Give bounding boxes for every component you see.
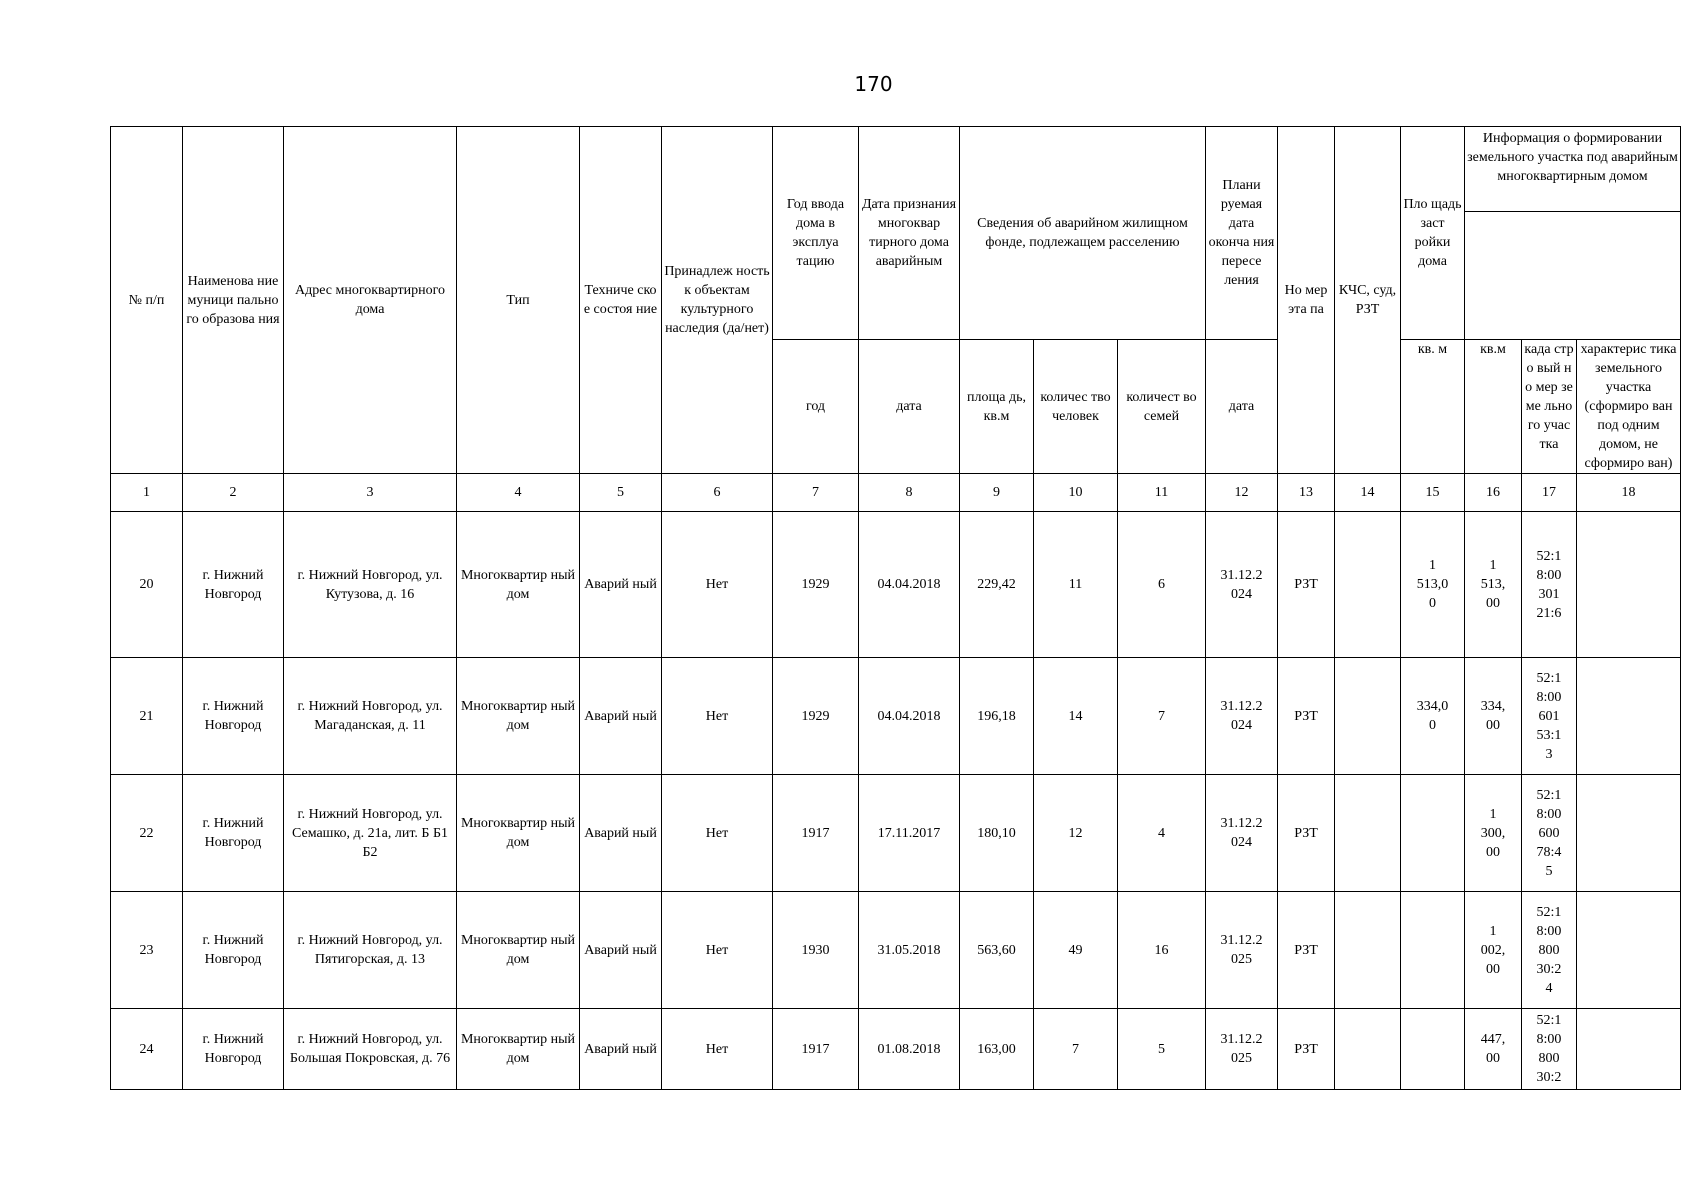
cell-address: г. Нижний Новгород, ул. Пятигорская, д. 13 (284, 892, 457, 1009)
column-number: 2 (183, 474, 284, 512)
cell-people: 14 (1034, 658, 1118, 775)
cell-address: г. Нижний Новгород, ул. Семашко, д. 21а, лит. Б Б1 Б2 (284, 775, 457, 892)
subheader-planned-date: дата (1206, 340, 1278, 474)
cell-families: 16 (1118, 892, 1206, 1009)
cell-building-area (1401, 1009, 1465, 1090)
cell-people: 49 (1034, 892, 1118, 1009)
cell-row-number: 22 (111, 775, 183, 892)
table-row (111, 1009, 1681, 1090)
cell-stage: РЗТ (1278, 1009, 1335, 1090)
cell-date-recognized: 04.04.2018 (859, 658, 960, 775)
cell-stage: РЗТ (1278, 512, 1335, 658)
cell-cadastral-number: 52:1 8:00 800 30:2 (1522, 1009, 1577, 1090)
cell-people: 7 (1034, 1009, 1118, 1090)
cell-building-area: 1 513,0 0 (1401, 512, 1465, 658)
header-municipality: Наименова ние муници пального образова ния (183, 127, 284, 474)
cell-area: 229,42 (960, 512, 1034, 658)
cell-heritage: Нет (662, 775, 773, 892)
page-number: 170 (854, 72, 893, 96)
cell-type: Многоквартир ный дом (457, 892, 580, 1009)
cell-kchs (1335, 512, 1401, 658)
column-number: 3 (284, 474, 457, 512)
emergency-housing-table (110, 126, 1681, 1090)
column-number: 14 (1335, 474, 1401, 512)
column-number: 8 (859, 474, 960, 512)
cell-year-built: 1929 (773, 512, 859, 658)
cell-row-number: 20 (111, 512, 183, 658)
cell-land-area: 1 002, 00 (1465, 892, 1522, 1009)
cell-families: 5 (1118, 1009, 1206, 1090)
header-land-characteristic: характерис тика земельного участка (сформиро ван под одним домом, не сформиро ван) (1577, 340, 1681, 474)
header-land-plot-info: Информация о формировании земельного участка под аварийным многоквартирным домом (1465, 127, 1680, 212)
table-row (111, 512, 1681, 658)
cell-technical-state: Аварий ный (580, 1009, 662, 1090)
column-number: 7 (773, 474, 859, 512)
cell-families: 6 (1118, 512, 1206, 658)
cell-year-built: 1930 (773, 892, 859, 1009)
cell-families: 7 (1118, 658, 1206, 775)
header-type: Тип (457, 127, 580, 474)
cell-municipality: г. Нижний Новгород (183, 1009, 284, 1090)
header-building-area: Пло щадь заст ройки дома (1401, 127, 1465, 340)
cell-people: 12 (1034, 775, 1118, 892)
cell-people: 11 (1034, 512, 1118, 658)
cell-address: г. Нижний Новгород, ул. Магаданская, д. 11 (284, 658, 457, 775)
cell-kchs (1335, 892, 1401, 1009)
cell-kchs (1335, 775, 1401, 892)
cell-land-area: 447, 00 (1465, 1009, 1522, 1090)
column-number: 6 (662, 474, 773, 512)
cell-cadastral-number: 52:1 8:00 601 53:1 3 (1522, 658, 1577, 775)
table-row (111, 892, 1681, 1009)
cell-families: 4 (1118, 775, 1206, 892)
cell-cadastral-number: 52:1 8:00 301 21:6 (1522, 512, 1577, 658)
cell-building-area (1401, 892, 1465, 1009)
subheader-building-area-unit: кв. м (1401, 340, 1465, 474)
header-planned-date: Плани руемая дата оконча ния пересе ления (1206, 127, 1278, 340)
column-number: 13 (1278, 474, 1335, 512)
column-number: 18 (1577, 474, 1681, 512)
cell-address: г. Нижний Новгород, ул. Большая Покровская, д. 76 (284, 1009, 457, 1090)
cell-land-characteristic (1577, 1009, 1681, 1090)
header-technical-state: Техниче ское состоя ние (580, 127, 662, 474)
cell-kchs (1335, 658, 1401, 775)
cell-technical-state: Аварий ный (580, 658, 662, 775)
header-row-number: № п/п (111, 127, 183, 474)
table-row (111, 775, 1681, 892)
cell-area: 163,00 (960, 1009, 1034, 1090)
cell-technical-state: Аварий ный (580, 775, 662, 892)
cell-row-number: 24 (111, 1009, 183, 1090)
cell-row-number: 23 (111, 892, 183, 1009)
cell-municipality: г. Нижний Новгород (183, 658, 284, 775)
column-number: 1 (111, 474, 183, 512)
cell-type: Многоквартир ный дом (457, 775, 580, 892)
subheader-families: количест во семей (1118, 340, 1206, 474)
column-number: 16 (1465, 474, 1522, 512)
cell-land-area: 1 513, 00 (1465, 512, 1522, 658)
cell-planned-date: 31.12.2 025 (1206, 1009, 1278, 1090)
cell-area: 180,10 (960, 775, 1034, 892)
column-number: 11 (1118, 474, 1206, 512)
column-number-row (111, 474, 1681, 512)
column-number: 12 (1206, 474, 1278, 512)
header-stage-number: Но мер эта па (1278, 127, 1335, 474)
header-year-built: Год ввода дома в эксплуа тацию (773, 127, 859, 340)
subheader-year: год (773, 340, 859, 474)
header-kchs: КЧС, суд, РЗТ (1335, 127, 1401, 474)
column-number: 4 (457, 474, 580, 512)
cell-year-built: 1917 (773, 1009, 859, 1090)
cell-date-recognized: 01.08.2018 (859, 1009, 960, 1090)
column-number: 5 (580, 474, 662, 512)
column-number: 9 (960, 474, 1034, 512)
cell-municipality: г. Нижний Новгород (183, 775, 284, 892)
cell-land-characteristic (1577, 512, 1681, 658)
header-housing-info: Сведения об аварийном жилищном фонде, подлежащем расселению (960, 127, 1206, 340)
cell-municipality: г. Нижний Новгород (183, 512, 284, 658)
cell-municipality: г. Нижний Новгород (183, 892, 284, 1009)
cell-planned-date: 31.12.2 025 (1206, 892, 1278, 1009)
cell-cadastral-number: 52:1 8:00 800 30:2 4 (1522, 892, 1577, 1009)
subheader-area: площа дь, кв.м (960, 340, 1034, 474)
cell-cadastral-number: 52:1 8:00 600 78:4 5 (1522, 775, 1577, 892)
header-date-recognized: Дата признания многоквар тирного дома аварийным (859, 127, 960, 340)
column-number: 15 (1401, 474, 1465, 512)
cell-type: Многоквартир ный дом (457, 1009, 580, 1090)
cell-land-characteristic (1577, 892, 1681, 1009)
header-address: Адрес многоквартирного дома (284, 127, 457, 474)
cell-area: 563,60 (960, 892, 1034, 1009)
cell-heritage: Нет (662, 658, 773, 775)
cell-heritage: Нет (662, 512, 773, 658)
cell-planned-date: 31.12.2 024 (1206, 512, 1278, 658)
cell-stage: РЗТ (1278, 775, 1335, 892)
cell-date-recognized: 17.11.2017 (859, 775, 960, 892)
column-number: 17 (1522, 474, 1577, 512)
cell-land-characteristic (1577, 775, 1681, 892)
subheader-people: количес тво человек (1034, 340, 1118, 474)
cell-stage: РЗТ (1278, 892, 1335, 1009)
cell-date-recognized: 04.04.2018 (859, 512, 960, 658)
cell-type: Многоквартир ный дом (457, 512, 580, 658)
subheader-land-area-unit: кв.м (1465, 340, 1522, 474)
cell-building-area (1401, 775, 1465, 892)
cell-stage: РЗТ (1278, 658, 1335, 775)
cell-building-area: 334,0 0 (1401, 658, 1465, 775)
header-cadastral-number: када стро вый но мер земе льно го учас тка (1522, 340, 1577, 474)
cell-year-built: 1917 (773, 775, 859, 892)
cell-planned-date: 31.12.2 024 (1206, 658, 1278, 775)
cell-type: Многоквартир ный дом (457, 658, 580, 775)
column-number: 10 (1034, 474, 1118, 512)
subheader-date: дата (859, 340, 960, 474)
cell-heritage: Нет (662, 892, 773, 1009)
cell-planned-date: 31.12.2 024 (1206, 775, 1278, 892)
cell-row-number: 21 (111, 658, 183, 775)
table-row (111, 658, 1681, 775)
cell-land-area: 334, 00 (1465, 658, 1522, 775)
cell-kchs (1335, 1009, 1401, 1090)
cell-date-recognized: 31.05.2018 (859, 892, 960, 1009)
header-heritage: Принадлеж ность к объектам культурного наследия (да/нет) (662, 127, 773, 474)
cell-year-built: 1929 (773, 658, 859, 775)
cell-area: 196,18 (960, 658, 1034, 775)
cell-land-area: 1 300, 00 (1465, 775, 1522, 892)
cell-heritage: Нет (662, 1009, 773, 1090)
cell-technical-state: Аварий ный (580, 512, 662, 658)
cell-address: г. Нижний Новгород, ул. Кутузова, д. 16 (284, 512, 457, 658)
cell-land-characteristic (1577, 658, 1681, 775)
cell-technical-state: Аварий ный (580, 892, 662, 1009)
